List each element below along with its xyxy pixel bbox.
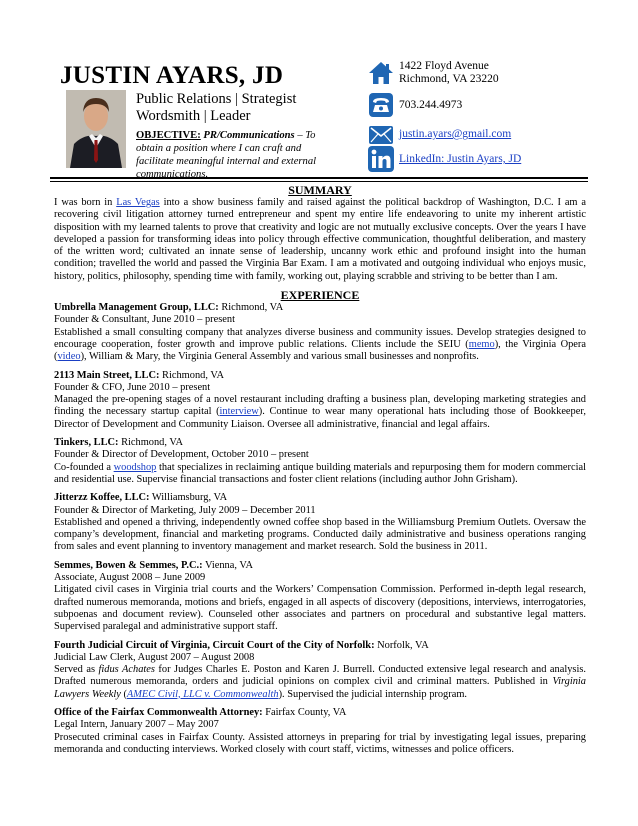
- interview-link[interactable]: interview: [219, 406, 259, 418]
- job-role: Founder & Director of Development, October 2010 – present: [54, 449, 309, 461]
- linkedin-icon: [368, 146, 394, 172]
- address-line-2: Richmond, VA 23220: [399, 73, 499, 85]
- job-description: Established a small consulting company that analyzes diverse business and community issues. Develop strategies designed to encourage cooperation, foster growth and improve public relations. Clients include the SEIU (memo), the Virginia Opera (video), William & Mary, the Virginia General Assembly and various small businesses and nonprofits.: [54, 326, 586, 363]
- profile-photo: [66, 90, 126, 168]
- job-role: Founder & Director of Marketing, July 2009 – December 2011: [54, 504, 316, 516]
- contact-phone: [368, 92, 628, 120]
- job-header: Fourth Judicial Circuit of Virginia, Circuit Court of the City of Norfolk: Norfolk, VA: [54, 639, 429, 651]
- job-entry-tinkers: [54, 437, 586, 486]
- job-header: Umbrella Management Group, LLC: Richmond, VA: [54, 302, 284, 314]
- amec-case-link[interactable]: AMEC Civil, LLC v. Commonwealth: [126, 688, 279, 700]
- home-icon: [368, 60, 394, 86]
- job-role: Associate, August 2008 – June 2009: [54, 572, 206, 584]
- job-description: Litigated civil cases in Virginia trial courts and the Workers’ Compensation Commission. Performed in-depth legal research, drafted numerous memoranda, motions and briefs, engaged in all aspects of discovery (depositions, interviews, interrogatories, subpoenas and document review). Counseled other associates and partners on procedural and substantive legal matters. Supervised paralegal and administrative support staff.: [54, 584, 586, 633]
- job-entry-fairfax-attorney: [54, 707, 586, 756]
- phone-number: 703.244.4973: [399, 99, 463, 111]
- objective: [136, 129, 336, 181]
- job-role: Founder & CFO, June 2010 – present: [54, 381, 211, 393]
- experience-heading: EXPERIENCE: [280, 288, 360, 303]
- phone-icon: [368, 92, 394, 118]
- woodshop-link[interactable]: woodshop: [113, 461, 157, 473]
- job-entry-2113-main: [54, 370, 586, 431]
- job-entry-jitterzz: [54, 492, 586, 553]
- title-line-1: Public Relations | Strategist: [136, 91, 297, 107]
- job-role: Legal Intern, January 2007 – May 2007: [54, 719, 219, 731]
- email-icon: [368, 122, 394, 148]
- memo-link[interactable]: memo: [468, 338, 495, 350]
- job-description: Co-founded a woodshop that specializes in reclaiming antique building materials and repurposing them for modern commercial and residential use. Supervise financial transactions and foster client relations (including author John Grisham).: [54, 461, 586, 485]
- job-role: Judicial Law Clerk, August 2007 – August 2008: [54, 651, 255, 663]
- linkedin-link[interactable]: LinkedIn: Justin Ayars, JD: [399, 153, 522, 165]
- title-line-2: Wordsmith | Leader: [136, 108, 251, 124]
- objective-role: PR/Communications: [203, 130, 295, 141]
- job-role: Founder & Consultant, June 2010 – present: [54, 314, 235, 326]
- job-header: Jitterzz Koffee, LLC: Williamsburg, VA: [54, 492, 228, 504]
- job-description: Served as fidus Achates for Judges Charles E. Poston and Karen J. Burrell. Conducted extensive legal research and analysis. Drafted numerous memoranda, orders and judicial opinions on complex civil and criminal matters. Published in Virginia Lawyers Weekly (AMEC Civil, LLC v. Commonwealth). Supervised the judicial internship program.: [54, 664, 586, 700]
- job-entry-umbrella: [54, 302, 586, 363]
- las-vegas-link[interactable]: Las Vegas: [116, 197, 160, 208]
- job-header: 2113 Main Street, LLC: Richmond, VA: [54, 369, 225, 381]
- objective-text: – To obtain a position where I can craft and facilitate meaningful internal and external communications.: [136, 130, 317, 180]
- email-link[interactable]: justin.ayars@gmail.com: [399, 128, 512, 140]
- objective-label: OBJECTIVE:: [136, 130, 201, 141]
- job-entry-semmes: [54, 560, 586, 634]
- job-header: Tinkers, LLC: Richmond, VA: [54, 437, 184, 449]
- address-line-1: 1422 Floyd Avenue: [399, 60, 489, 72]
- job-header: Semmes, Bowen & Semmes, P.C.: Vienna, VA: [54, 559, 253, 571]
- job-header: Office of the Fairfax Commonwealth Attorney: Fairfax County, VA: [54, 706, 347, 718]
- professional-titles: [136, 91, 296, 125]
- job-entry-norfolk-court: [54, 640, 586, 701]
- header-divider-thin: [50, 181, 588, 182]
- summary-heading: SUMMARY: [288, 183, 352, 197]
- job-description: Prosecuted criminal cases in Fairfax County. Assisted attorneys in preparing for trial by investigating legal issues, preparing memoranda and conducting interviews. Worked closely with court staff, victims, witnesses and police officers.: [54, 731, 586, 755]
- job-description: Established and opened a thriving, independently owned coffee shop based in the Williamsburg Premium Outlets. Oversaw the company’s development, financial and marketing programs. Conducted daily administrative and business operations ranging from sales and event planning to inventory management and market research. Sold the business in 2011.: [54, 516, 586, 553]
- candidate-name: JUSTIN AYARS, JD: [60, 62, 284, 89]
- resume-body: [54, 183, 586, 762]
- contact-address: [368, 60, 628, 88]
- header-divider-thick: [50, 177, 588, 179]
- video-link[interactable]: video: [57, 351, 81, 363]
- job-description: Managed the pre-opening stages of a novel restaurant including drafting a business plan, developing marketing strategies and finding the necessary startup capital (interview). Continue to wear many operational hats including those of Bookkeeper, Director of Development and Community Liaison. Oversee all administrative, financial and legal affairs.: [54, 394, 586, 430]
- summary-paragraph: I was born in Las Vegas into a show business family and raised against the political backdrop of Washington, D.C. I am a recovering civil litigation attorney turned entrepreneur and spent my entire life endeavoring to unite my inherent artistic disposition with my learned talents to prove that creativity and logic are not mutually exclusive concepts. Over the years I have developed a passion for transforming ideas into policy through effective communication, thoughtful deliberation, and mastery of the written word; cultivated an innate sense of leadership, uncanny work ethic and profound insight into the human condition; travelled the world and passed the Virginia Bar Exam. I am a motivated and outgoing individual who enjoys music, history, politics, philosophy, spending time with family, working out, playing scrabble and striving to be better than I am.: [54, 197, 586, 282]
- contact-linkedin: [368, 146, 628, 174]
